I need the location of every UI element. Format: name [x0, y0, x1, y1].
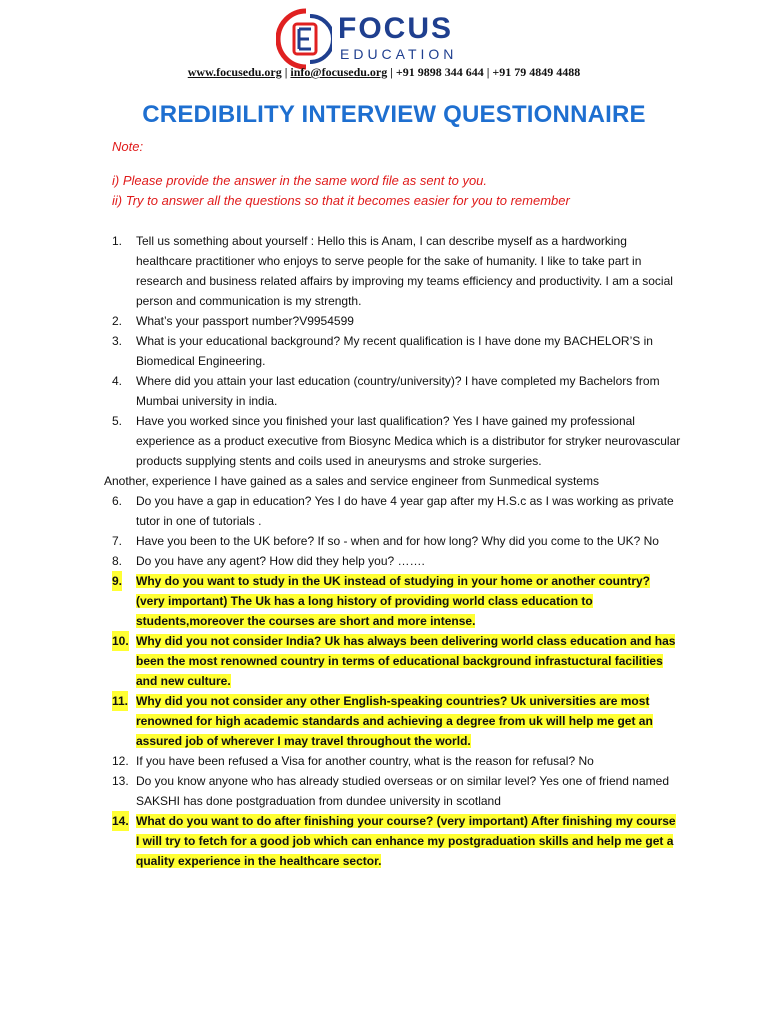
question-text: Do you have any agent? How did they help you? ……. — [136, 554, 425, 568]
question-number: 12. — [112, 754, 129, 768]
website-link[interactable]: www.focusedu.org — [187, 65, 282, 79]
question-text: Why did you not consider India? Uk has always been delivering world class education and has been the most renowned country in terms of educational background infrastuctural facilities and new culture. — [136, 634, 676, 688]
question-number: 9. — [112, 571, 122, 591]
contact-line — [0, 65, 768, 79]
focus-education-logo — [276, 8, 466, 70]
question-number: 1. — [112, 234, 123, 248]
question-text: If you have been refused a Visa for another country, what is the reason for refusal? No — [136, 754, 594, 768]
question-number: 13. — [112, 774, 129, 788]
email-link[interactable]: info@focusedu.org — [290, 65, 388, 79]
question-number: 7. — [112, 534, 123, 548]
question-number: 6. — [112, 494, 123, 508]
question-item — [112, 371, 682, 411]
question-number: 14. — [112, 811, 129, 831]
instruction-2: ii) Try to answer all the questions so that it becomes easier for you to remember — [112, 193, 570, 208]
question-text: Have you worked since you finished your last qualification? Yes I have gained my professional experience as a product executive from Biosync Medica which is a distributor for stryker neurovascular products supplying stents and coils used in aneurysms and stroke surgeries. — [136, 414, 681, 468]
question-text: Why do you want to study in the UK instead of studying in your home or another country? (very important) The Uk has a long history of providing world class education to students,moreover the courses are short and more intense. — [136, 574, 651, 628]
question-item — [112, 771, 682, 811]
instruction-1: i) Please provide the answer in the same word file as sent to you. — [112, 173, 488, 188]
questions-list — [104, 231, 682, 871]
question-number: 11. — [112, 691, 128, 711]
question-item — [112, 311, 682, 331]
separator: | — [284, 65, 291, 79]
question-item — [112, 411, 682, 471]
question-item — [112, 691, 682, 751]
question-text: Why did you not consider any other English-speaking countries? Uk universities are most renowned for high academic standards and achieving a degree from uk will help me get an assured job of wherever I may travel throughout the world. — [136, 694, 653, 748]
question-item — [112, 811, 682, 871]
question-number: 8. — [112, 554, 123, 568]
page-title: CREDIBILITY INTERVIEW QUESTIONNAIRE — [142, 101, 646, 128]
question-item — [112, 231, 682, 311]
question-text: Have you been to the UK before? If so - when and for how long? Why did you come to the UK? No — [136, 534, 659, 548]
question-text: What’s your passport number?V9954599 — [136, 314, 354, 328]
question-item — [112, 751, 682, 771]
question-item — [112, 491, 682, 531]
question-number: 2. — [112, 314, 123, 328]
question-item — [112, 331, 682, 371]
question-item — [112, 551, 682, 571]
brand-subname: EDUCATION — [340, 46, 458, 62]
question-item — [112, 531, 682, 551]
note-label: Note: — [112, 139, 144, 154]
question-text: Do you know anyone who has already studied overseas or on similar level? Yes one of friend named SAKSHI has done postgraduation from dundee university in scotland — [136, 774, 669, 808]
focus-logo-icon — [276, 8, 332, 70]
question-text: What do you want to do after finishing your course? (very important) After finishing my course I will try to fetch for a good job which can enhance my postgraduation skills and help me get a quality experience in the healthcare sector. — [136, 814, 676, 868]
question-text: Tell us something about yourself : Hello this is Anam, I can describe myself as a hardworking healthcare practitioner who enjoys to serve people for the sake of humanity. I like to take part in research and business related affairs by improving my teams efficiency and productivity. I am a social person and communication is my strength. — [136, 234, 673, 308]
phone-numbers: | +91 9898 344 644 | +91 79 4849 4488 — [390, 65, 581, 79]
question-number: 3. — [112, 334, 123, 348]
question-item — [112, 631, 682, 691]
question-number: 5. — [112, 414, 123, 428]
question-number: 4. — [112, 374, 123, 388]
question-text: Where did you attain your last education (country/university)? I have completed my Bachelors from Mumbai university in india. — [136, 374, 660, 408]
question-text: What is your educational background? My recent qualification is I have done my BACHELOR’S in Biomedical Engineering. — [136, 334, 653, 368]
question-text: Do you have a gap in education? Yes I do have 4 year gap after my H.S.c as I was working as private tutor in one of tutorials . — [136, 494, 674, 528]
question-extra-line: Another, experience I have gained as a sales and service engineer from Sunmedical systems — [104, 474, 599, 488]
brand-name: FOCUS — [338, 12, 453, 45]
question-number: 10. — [112, 631, 129, 651]
question-item — [112, 571, 682, 631]
